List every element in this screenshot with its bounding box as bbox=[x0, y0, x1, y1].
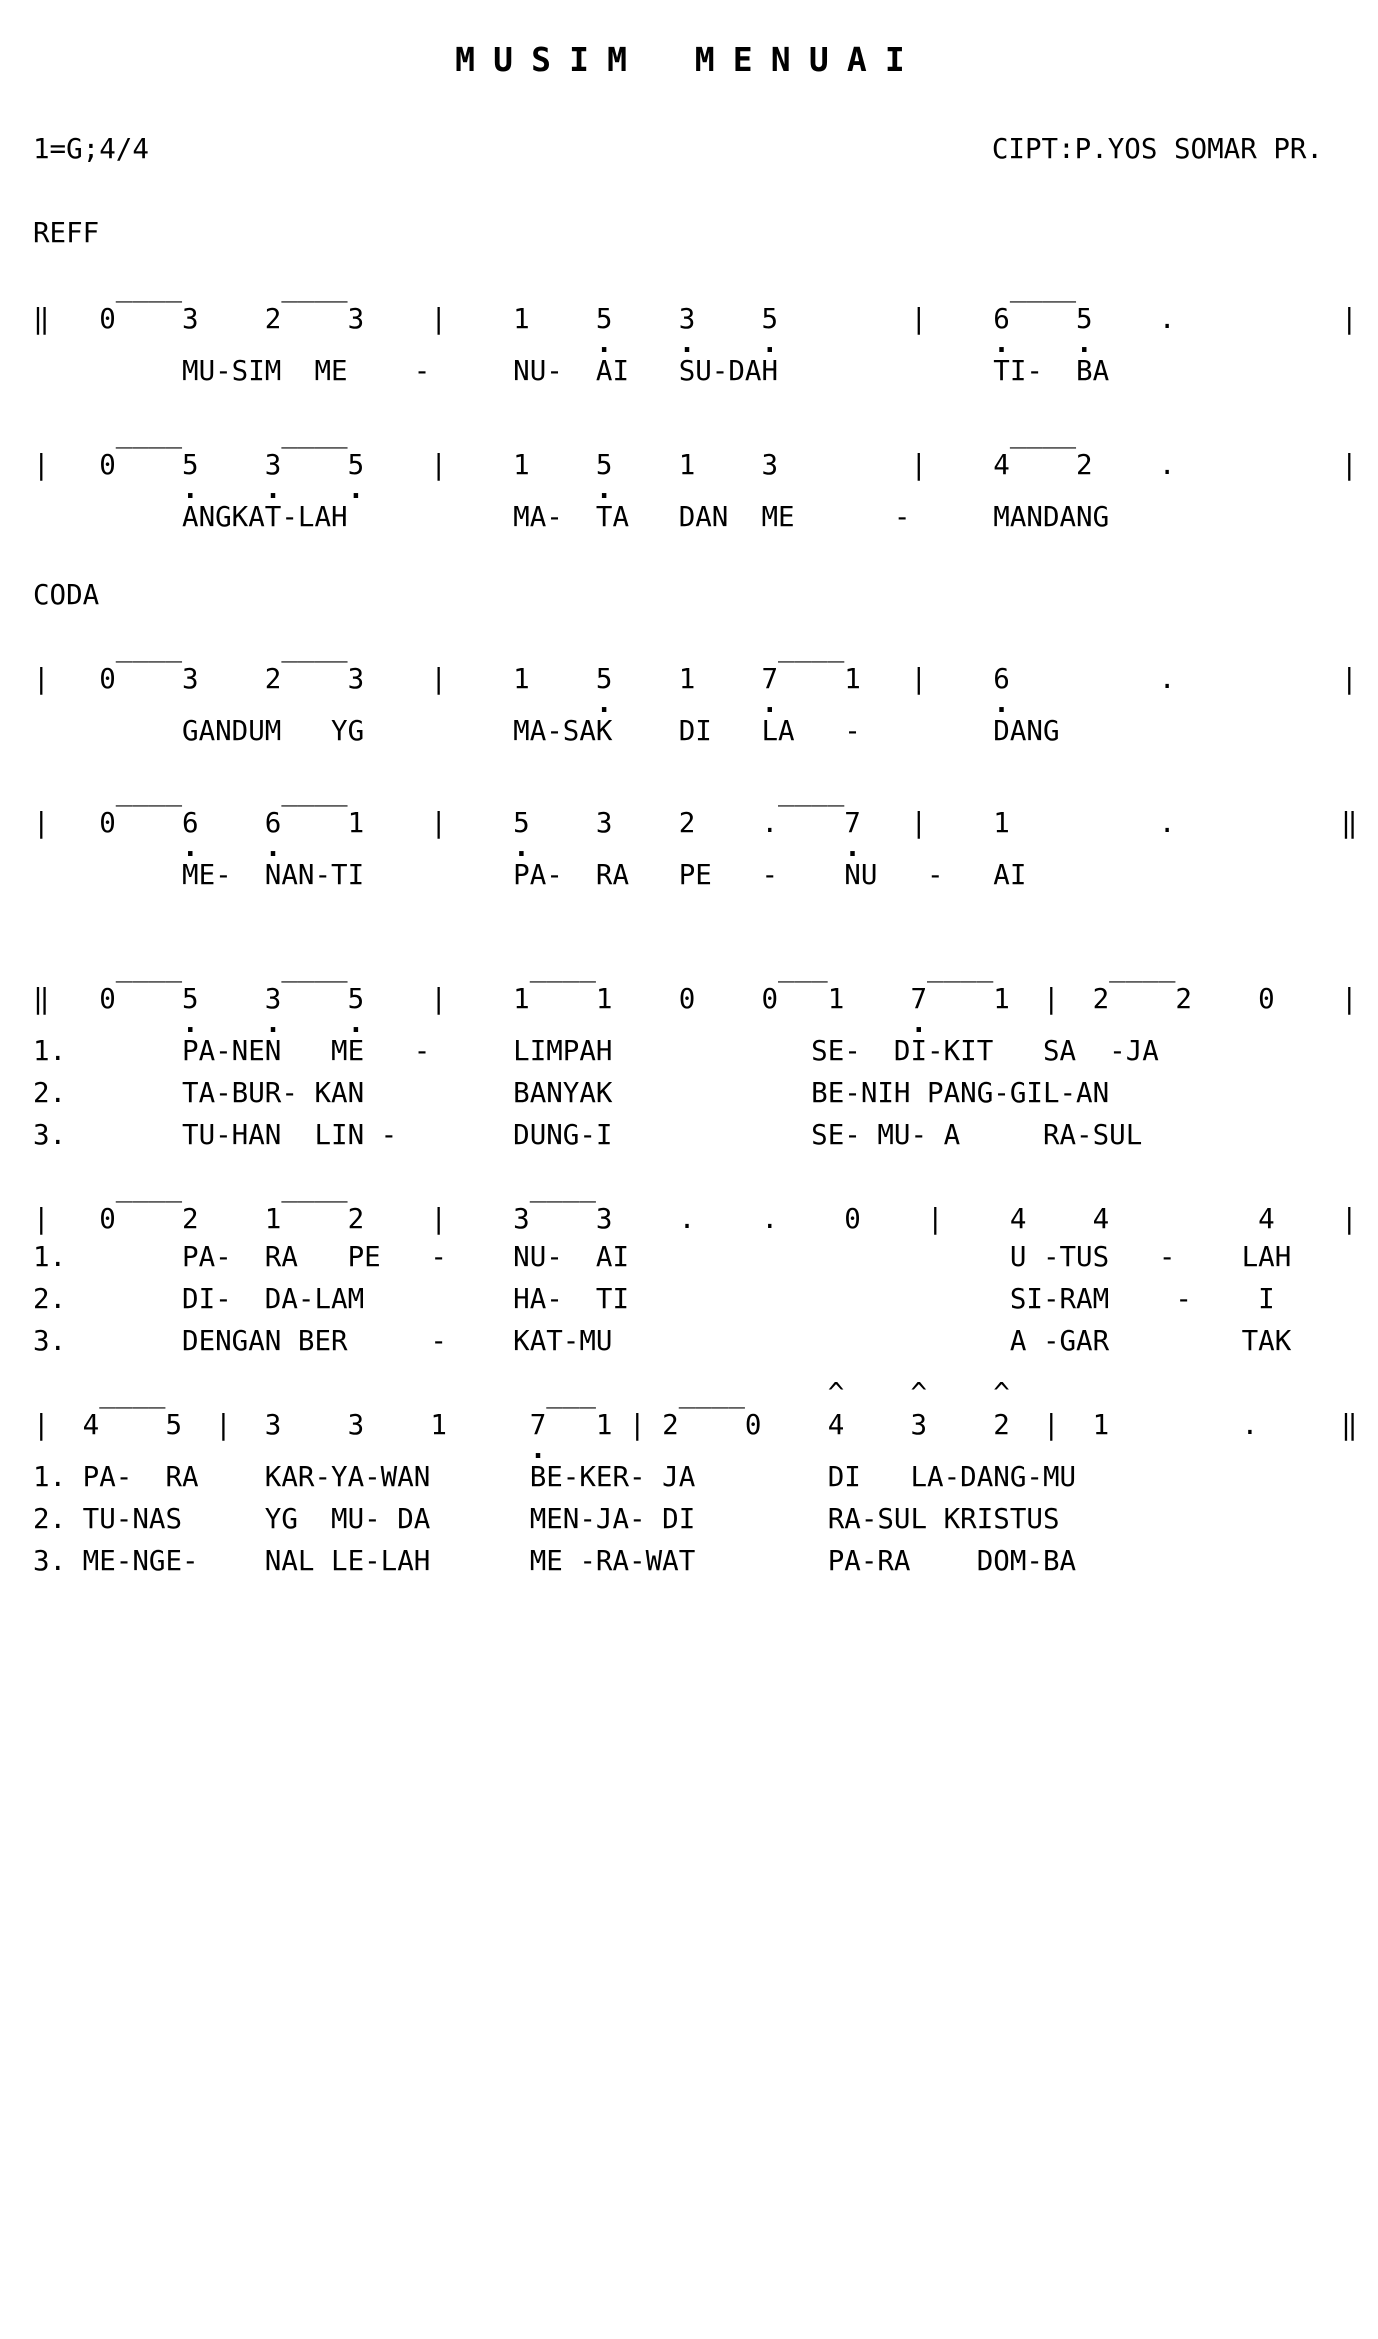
lyrics-line-stanza-1: 1. PA-NEN ME - LIMPAH SE- DI-KIT SA -JA bbox=[33, 1035, 1159, 1067]
beam-overline-row: ____ ____ ____ bbox=[33, 271, 1077, 303]
notation-system-coda-1 bbox=[33, 632, 1378, 752]
sheet-content bbox=[0, 132, 1378, 1582]
notation-system-verse-1 bbox=[33, 952, 1378, 1156]
section-label-coda: CODA bbox=[33, 579, 100, 611]
low-octave-dots-row: . bbox=[33, 1433, 547, 1465]
beam-overline-row: ____ ____ ____ bbox=[33, 1171, 596, 1203]
beam-overline-and-high-octave-caret-row: ____ ___ ____ ^ ^ ^ bbox=[33, 1377, 1010, 1409]
lyrics-line-stanza-1: 1. PA- RA KAR-YA-WAN BE-KER- JA DI LA-DANG-MU bbox=[33, 1461, 1077, 1493]
lyrics-line-stanza-2: 2. DI- DA-LAM HA- TI SI-RAM - I bbox=[33, 1283, 1275, 1315]
beam-overline-row: ____ ____ ____ bbox=[33, 775, 845, 807]
composer-credit: CIPT:P.YOS SOMAR PR. bbox=[991, 133, 1323, 165]
lyrics-line: MU-SIM ME - NU- AI SU-DAH TI- BA bbox=[33, 355, 1110, 387]
notation-system-reff-2 bbox=[33, 418, 1378, 538]
low-octave-dots-row: . . . bbox=[33, 687, 1010, 719]
header-meta-row bbox=[33, 132, 1378, 166]
notation-system-verse-2 bbox=[33, 1172, 1378, 1362]
lyrics-line-stanza-3: 3. ME-NGE- NAL LE-LAH ME -RA-WAT PA-RA DOM-BA bbox=[33, 1545, 1077, 1577]
lyrics-line-stanza-2: 2. TU-NAS YG MU- DA MEN-JA- DI RA-SUL KRISTUS bbox=[33, 1503, 1060, 1535]
notes-row: | 0 2 1 2 | 3 3 . . 0 | 4 4 4 | bbox=[33, 1203, 1358, 1235]
notes-row: | 0 6 6 1 | 5 3 2 . 7 | 1 . ‖ bbox=[33, 807, 1358, 839]
notation-system-reff-1 bbox=[33, 272, 1378, 392]
lyrics-line: ME- NAN-TI PA- RA PE - NU - AI bbox=[33, 859, 1027, 891]
notes-row: | 0 3 2 3 | 1 5 1 7 1 | 6 . | bbox=[33, 663, 1358, 695]
lyrics-line-stanza-3: 3. TU-HAN LIN - DUNG-I SE- MU- A RA-SUL bbox=[33, 1119, 1143, 1151]
notes-row: ‖ 0 3 2 3 | 1 5 3 5 | 6 5 . | bbox=[33, 303, 1358, 335]
lyrics-line: GANDUM YG MA-SAK DI LA - DANG bbox=[33, 715, 1060, 747]
section-label-reff: REFF bbox=[33, 217, 100, 249]
notes-row: | 0 5 3 5 | 1 5 1 3 | 4 2 . | bbox=[33, 449, 1358, 481]
low-octave-dots-row: . . . . bbox=[33, 473, 613, 505]
lyrics-line-stanza-2: 2. TA-BUR- KAN BANYAK BE-NIH PANG-GIL-AN bbox=[33, 1077, 1110, 1109]
beam-overline-row: ____ ____ ____ ___ ____ ____ bbox=[33, 951, 1176, 983]
beam-overline-row: ____ ____ ____ bbox=[33, 417, 1077, 449]
low-octave-dots-row: . . . . . bbox=[33, 327, 1093, 359]
lyrics-line-stanza-1: 1. PA- RA PE - NU- AI U -TUS - LAH bbox=[33, 1241, 1292, 1273]
notation-system-coda-2 bbox=[33, 776, 1378, 896]
notation-system-verse-3 bbox=[33, 1378, 1378, 1582]
key-time-signature: 1=G;4/4 bbox=[33, 133, 149, 165]
low-octave-dots-row: . . . . bbox=[33, 1007, 928, 1039]
song-title: MUSIM MENUAI bbox=[455, 40, 923, 79]
low-octave-dots-row: . . . . bbox=[33, 831, 861, 863]
beam-overline-row: ____ ____ ____ bbox=[33, 631, 845, 663]
lyrics-line-stanza-3: 3. DENGAN BER - KAT-MU A -GAR TAK bbox=[33, 1325, 1292, 1357]
lyrics-line: ANGKAT-LAH MA- TA DAN ME - MANDANG bbox=[33, 501, 1110, 533]
notes-row: | 4 5 | 3 3 1 7 1 | 2 0 4 3 2 | 1 . ‖ bbox=[33, 1409, 1358, 1441]
notes-row: ‖ 0 5 3 5 | 1 1 0 0 1 7 1 | 2 2 0 | bbox=[33, 983, 1358, 1015]
